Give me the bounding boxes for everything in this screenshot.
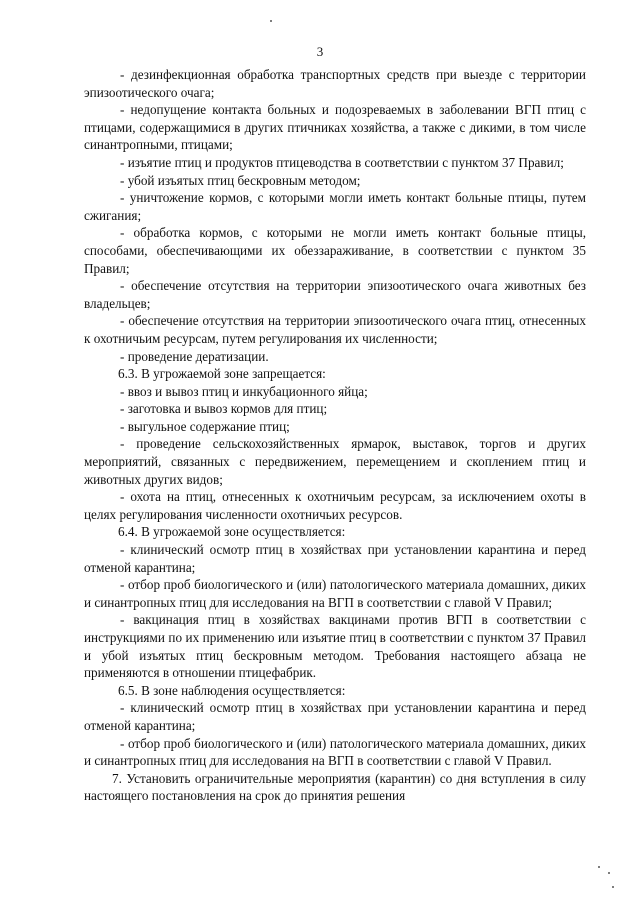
paragraph-free-range: - выгульное содержание птиц;	[120, 418, 290, 434]
paragraph-vaccination: - вакцинация птиц в хозяйствах вакцинами против ВГП в соответствии с инструкциями по их применению или изъятие птиц в соответствии с пунктом 37 Правил и убой изъятых птиц бескровным методом. Требования настоящего абзаца не применяются в отношении птицефабрик.	[84, 612, 586, 681]
paragraph-no-contact: - недопущение контакта больных и подозреваемых в заболевании ВГП птиц с птицами, содержащимися в других птичниках хозяйства, а также с дикими, в том числе синантропными, птицами;	[84, 102, 586, 153]
scan-speck	[598, 866, 600, 868]
paragraph-feed-procurement: - заготовка и вывоз кормов для птиц;	[120, 401, 328, 417]
scan-speck	[270, 20, 272, 22]
document-body	[84, 66, 586, 805]
paragraph-feed-destruction: - уничтожение кормов, с которыми могли иметь контакт больные птицы, путем сжигания;	[84, 190, 586, 223]
paragraph-fairs: - проведение сельскохозяйственных ярмарок, выставок, торгов и других мероприятий, связанных с передвижением, перемещением и скоплением птиц и животных других видов;	[84, 436, 586, 487]
paragraph-stray-animals: - обеспечение отсутствия на территории эпизоотического очага животных без владельцев;	[84, 278, 586, 311]
paragraph-deratization: - проведение дератизации.	[120, 348, 269, 364]
paragraph-sampling-threatened: - отбор проб биологического и (или) патологического материала домашних, диких и синантропных птиц для исследования на ВГП в соответствии с главой V Правил;	[84, 577, 586, 610]
paragraph-clinical-exam-threatened: - клинический осмотр птиц в хозяйствах при установлении карантина и перед отменой карантина;	[84, 542, 586, 575]
scan-speck	[608, 872, 610, 874]
paragraph-seizure: - изъятие птиц и продуктов птицеводства в соответствии с пунктом 37 Правил;	[120, 154, 564, 170]
paragraph-hunting: - охота на птиц, отнесенных к охотничьим ресурсам, за исключением охоты в целях регулирования численности охотничьих ресурсов.	[84, 489, 586, 522]
paragraph-slaughter: - убой изъятых птиц бескровным методом;	[120, 172, 361, 188]
page-number: 3	[316, 44, 324, 59]
paragraph-disinfection-transport: - дезинфекционная обработка транспортных средств при выезде с территории эпизоотического очага;	[84, 67, 586, 100]
paragraph-item-7: 7. Установить ограничительные мероприятия (карантин) со дня вступления в силу настоящего постановления на срок до принятия решения	[84, 770, 586, 804]
paragraph-sampling-observation: - отбор проб биологического и (или) патологического материала домашних, диких и синантропных птиц для исследования на ВГП в соответствии с главой V Правил.	[84, 735, 586, 769]
paragraph-game-birds: - обеспечение отсутствия на территории эпизоотического очага птиц, отнесенных к охотничьим ресурсам, путем регулирования их численности;	[84, 313, 586, 346]
section-heading-6-5: 6.5. В зоне наблюдения осуществляется:	[118, 682, 346, 698]
paragraph-clinical-exam-observation: - клинический осмотр птиц в хозяйствах при установлении карантина и перед отменой карантина;	[84, 700, 586, 733]
section-heading-6-4: 6.4. В угрожаемой зоне осуществляется:	[118, 524, 346, 540]
paragraph-feed-treatment: - обработка кормов, с которыми не могли иметь контакт больные птицы, способами, обеспечивающими их обеззараживание, в соответствии с пунктом 35 Правил;	[84, 225, 586, 276]
paragraph-import-export: - ввоз и вывоз птиц и инкубационного яйца;	[120, 383, 368, 399]
section-heading-6-3: 6.3. В угрожаемой зоне запрещается:	[118, 366, 326, 382]
scan-speck	[612, 886, 614, 888]
